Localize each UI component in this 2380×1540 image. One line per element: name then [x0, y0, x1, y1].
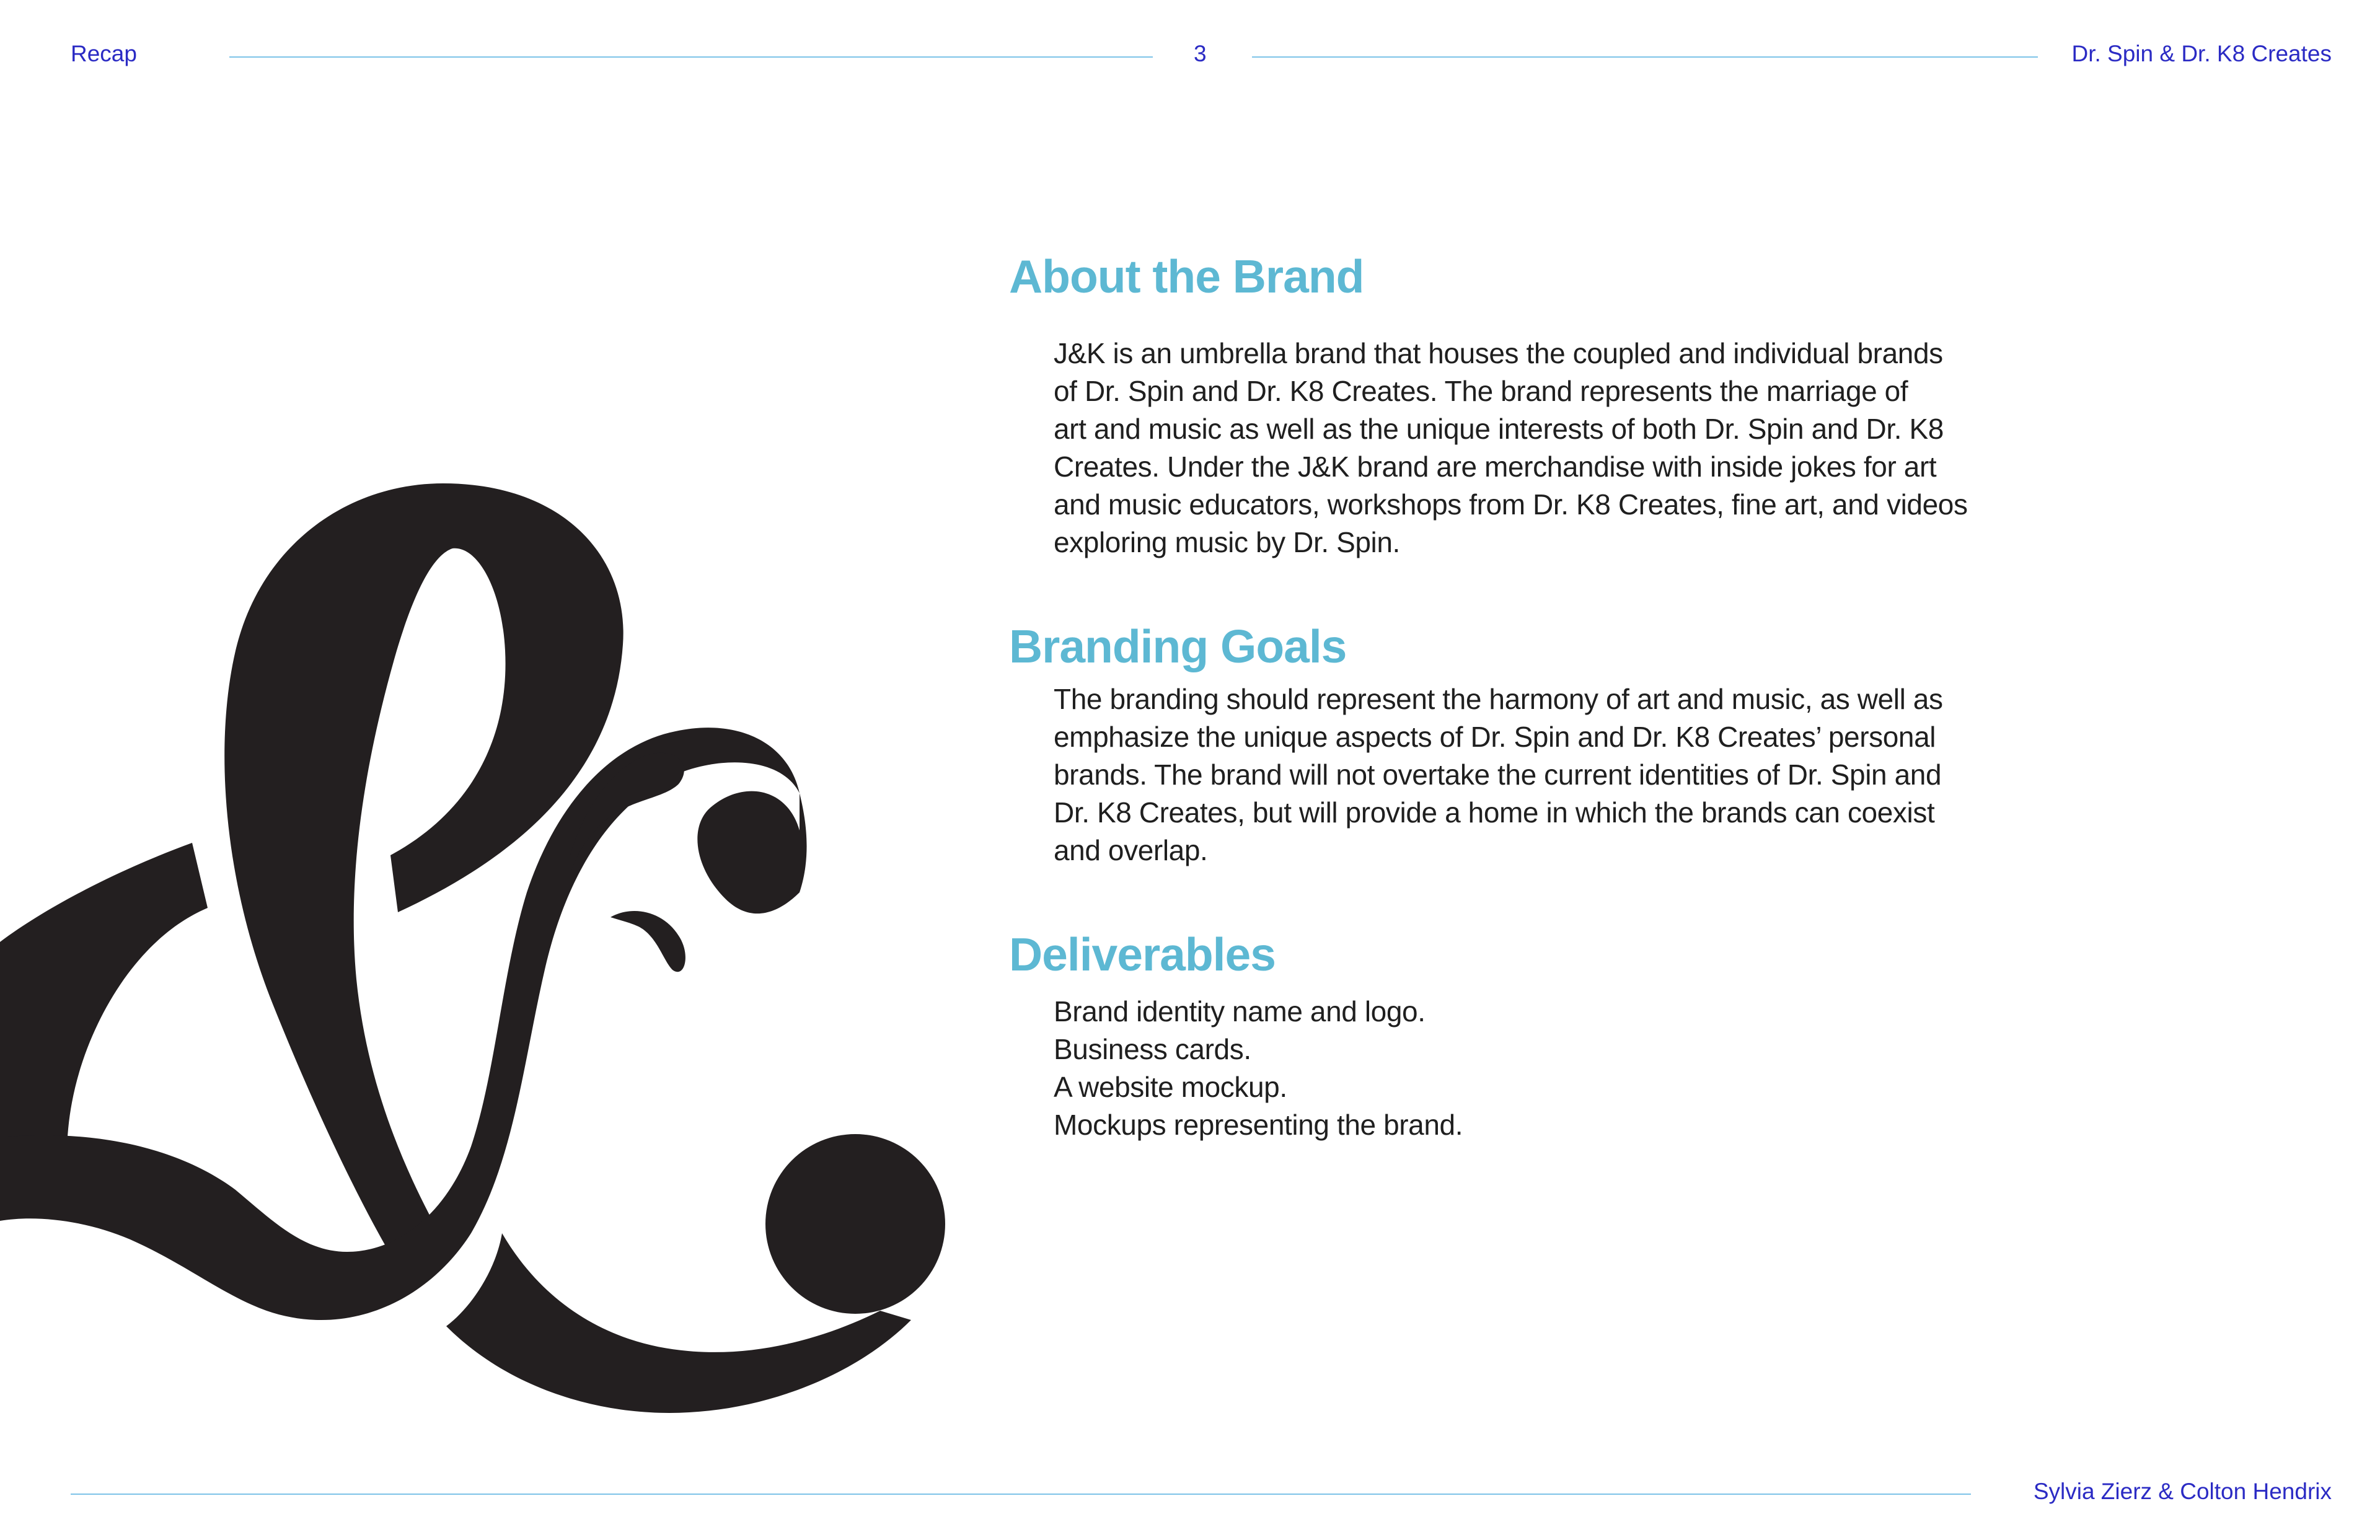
ampersand-icon — [0, 446, 954, 1450]
about-heading: About the Brand — [1009, 250, 1364, 302]
goals-heading: Branding Goals — [1009, 620, 1347, 672]
footer-authors: Sylvia Zierz & Colton Hendrix — [2033, 1479, 2332, 1504]
page-number: 3 — [1194, 41, 1207, 66]
list-item: Mockups representing the brand. — [1054, 1108, 1463, 1141]
list-item: Business cards. — [1054, 1032, 1251, 1065]
goals-body: The branding should represent the harmony of art and music, as well as emphasize the unique aspects of Dr. Spin and Dr. K8 Creates’ personal brands. The brand will not overtake the current identities of Dr. Spin and Dr. K8 Creates, but will provide a home in which the brands can coexist and overlap. — [1054, 683, 1943, 866]
deliverables-heading: Deliverables — [1009, 928, 1276, 980]
header-rule-left — [229, 56, 1153, 58]
header-section-label: Recap — [71, 41, 137, 66]
ampersand-left-sweep-shape — [0, 843, 208, 1187]
list-item: Brand identity name and logo. — [1054, 995, 1426, 1027]
about-body: J&K is an umbrella brand that houses the coupled and individual brands of Dr. Spin and Dr. K8 Creates. The brand represents the marriage of art and music as well as the unique interests of both Dr. Spin and Dr. K8 Creates. Under the J&K brand are merchandise with inside jokes for art and music educators, workshops from Dr. K8 Creates, fine art, and videos exploring music by Dr. Spin. — [1054, 337, 1968, 558]
ampersand-inner-swirl-shape — [610, 911, 685, 972]
deliverables-list — [1054, 993, 2063, 1144]
footer-rule — [71, 1494, 1971, 1495]
header-title: Dr. Spin & Dr. K8 Creates — [2071, 41, 2332, 66]
ampersand-ball-terminal-shape — [765, 1134, 945, 1314]
header-rule-right — [1252, 56, 2038, 58]
content-column — [1009, 251, 2063, 1144]
list-item: A website mockup. — [1054, 1070, 1287, 1103]
